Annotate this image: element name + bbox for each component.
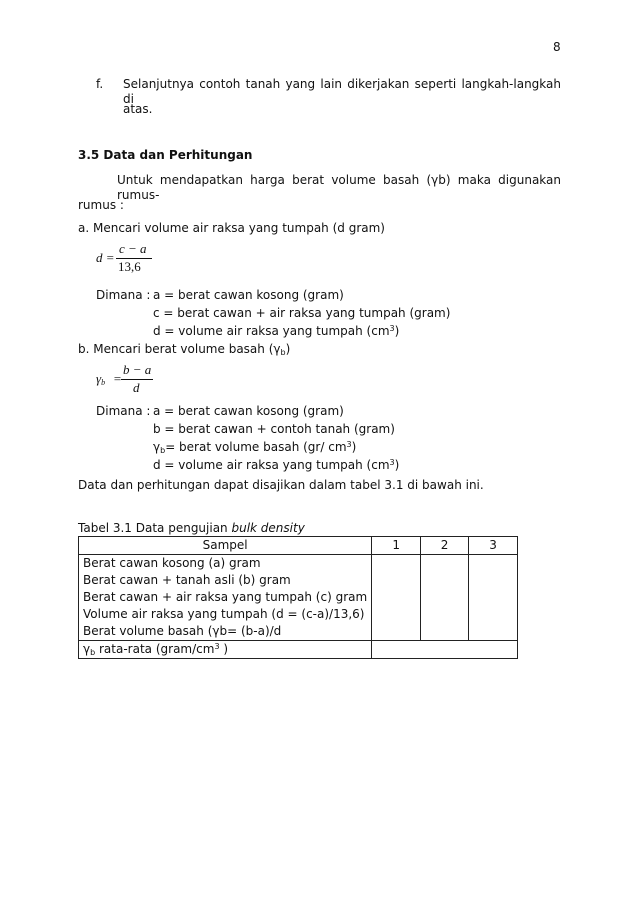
value-cell-2 [421,555,469,641]
row-label-berat-cawan-air-raksa: Berat cawan + air raksa yang tumpah (c) gram [83,590,368,604]
item-f-line1: Selanjutnya contoh tanah yang lain dikerjakan seperti langkah-langkah di [123,77,561,106]
formula-d-lhs: d = [96,250,115,265]
formula-d-denominator: 13,6 [118,259,141,274]
row-label-berat-cawan-tanah: Berat cawan + tanah asli (b) gram [83,573,291,587]
formula-d [96,241,166,275]
header-sample-3: 3 [469,537,518,555]
header-sampel: Sampel [79,537,372,555]
item-a-def-a: a = berat cawan kosong (gram) [153,288,344,302]
value-cell-3 [469,555,518,641]
table-row-average [79,641,518,659]
formula-gamma-b-numerator: b − a [123,362,152,377]
table-header-row [79,537,518,555]
page-number: 8 [553,40,561,54]
row-label-volume-air-raksa: Volume air raksa yang tumpah (d = (c-a)/13,6) [83,607,365,621]
section-intro-line2: rumus : [78,198,124,212]
item-b-def-gamma: $\gamma_b=$ berat volume basah (gr/ $cm^3$) [153,440,357,455]
item-f-line2: atas. [123,102,153,116]
formula-gamma-b-lhs: $\gamma_b$ [96,371,106,387]
closing-sentence: Data dan perhitungan dapat disajikan dalam tabel 3.1 di bawah ini. [78,478,484,492]
item-b-def-b: b = berat cawan + contoh tanah (gram) [153,422,395,436]
item-a-dimana: Dimana : [96,288,151,302]
item-a-label: a. Mencari volume air raksa yang tumpah (d gram) [78,221,385,235]
formula-gamma-b-denominator: d [133,380,140,395]
item-b-def-a: a = berat cawan kosong (gram) [153,404,344,418]
section-intro-line1: Untuk mendapatkan harga berat volume basah (γb) maka digunakan rumus- [117,173,561,202]
formula-d-numerator: c − a [119,241,147,256]
item-b-label: b. Mencari berat volume basah $(\gamma_b)$ [78,342,291,357]
row-label-berat-cawan-kosong: Berat cawan kosong (a) gram [83,556,261,570]
header-sample-2: 2 [421,537,469,555]
table-row [79,555,518,641]
section-heading: 3.5 Data dan Perhitungan [78,148,253,162]
list-marker-f: f. [96,77,104,91]
row-label-average: $\gamma_b$ rata-rata ($gram/cm^3$ ) [79,641,372,659]
average-value-cell [372,641,518,659]
item-a-def-c: c = berat cawan + air raksa yang tumpah (gram) [153,306,451,320]
formula-gamma-b [96,362,166,396]
row-labels-cell [79,555,372,641]
item-a-def-d: d = volume air raksa yang tumpah $(cm^3)$ [153,324,400,338]
item-b-dimana: Dimana : [96,404,151,418]
table-caption: Tabel 3.1 Data pengujian bulk density [78,521,305,535]
value-cell-1 [372,555,421,641]
formula-gamma-b-eq: = [113,371,122,386]
header-sample-1: 1 [372,537,421,555]
bulk-density-table [78,536,518,659]
item-b-def-d: d = volume air raksa yang tumpah $(cm^3)$ [153,458,400,472]
row-label-berat-volume-basah: Berat volume basah (γb= (b-a)/d [83,624,282,638]
